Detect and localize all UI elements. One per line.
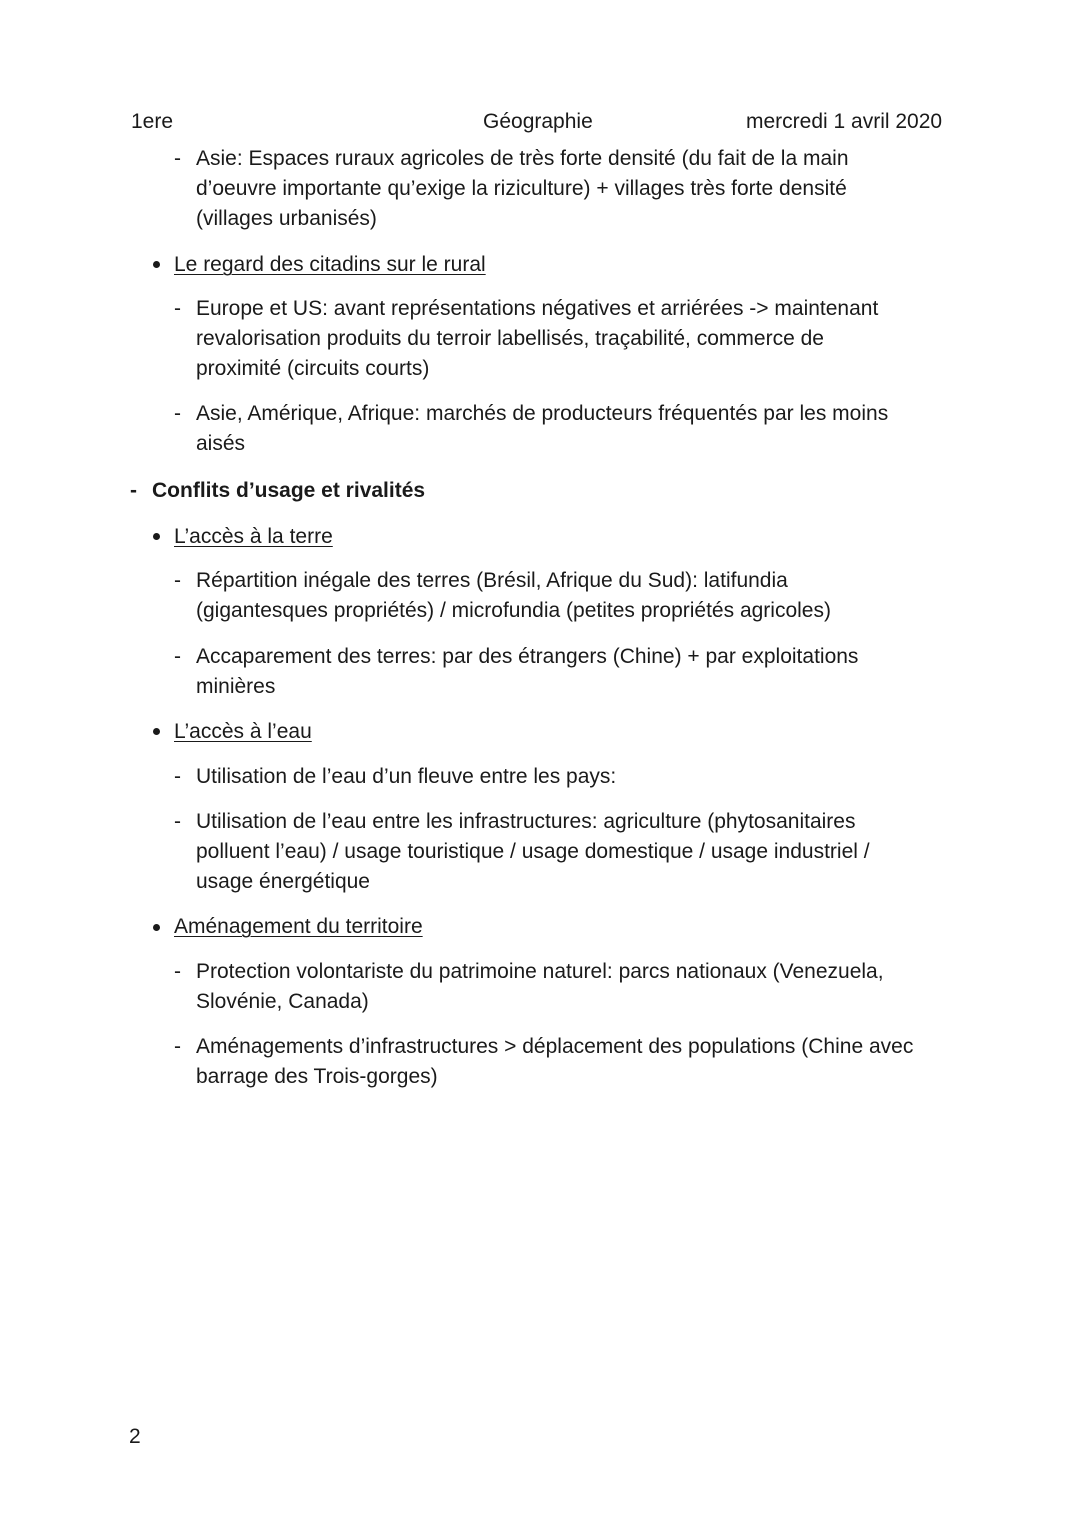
list-item-line: d’oeuvre importante qu’exige la riziculture) + villages très forte densité [196,177,847,200]
dash-marker: - [174,569,181,592]
bullet-icon [153,261,160,268]
list-item-line: polluent l’eau) / usage touristique / usage domestique / usage industriel / [196,840,870,863]
dash-marker: - [130,479,137,502]
header-level: 1ere [131,110,174,133]
bullet-icon [153,924,160,931]
section-heading-conflits: Conflits d’usage et rivalités [152,479,426,502]
dash-marker: - [174,1035,181,1058]
list-item-line: Répartition inégale des terres (Brésil, Afrique du Sud): latifundia [196,569,788,592]
list-item-line: revalorisation produits du terroir labellisés, traçabilité, commerce de [196,327,824,350]
subheading-eau: L’accès à l’eau [174,720,312,743]
header-subject: Géographie [483,110,593,133]
dash-marker: - [174,402,181,425]
list-item-line: Slovénie, Canada) [196,990,369,1013]
list-item-line: Utilisation de l’eau d’un fleuve entre les pays: [196,765,617,788]
list-item-line: Accaparement des terres: par des étrangers (Chine) + par exploitations [196,645,859,668]
list-item-line: Aménagements d’infrastructures > déplacement des populations (Chine avec [196,1035,914,1058]
list-item-line: proximité (circuits courts) [196,357,430,380]
subheading-terre: L’accès à la terre [174,525,333,548]
dash-marker: - [174,960,181,983]
list-item-line: Protection volontariste du patrimoine naturel: parcs nationaux (Venezuela, [196,960,884,983]
subheading-regard: Le regard des citadins sur le rural [174,253,486,276]
dash-marker: - [174,297,181,320]
list-item-line: Asie: Espaces ruraux agricoles de très forte densité (du fait de la main [196,147,849,170]
list-item-line: Utilisation de l’eau entre les infrastructures: agriculture (phytosanitaires [196,810,856,833]
bullet-icon [153,728,160,735]
list-item-line: usage énergétique [196,870,370,893]
dash-marker: - [174,645,181,668]
list-item-line: aisés [196,432,246,455]
dash-marker: - [174,147,181,170]
page-number: 2 [129,1425,141,1448]
list-item-line: Asie, Amérique, Afrique: marchés de producteurs fréquentés par les moins [196,402,889,425]
list-item-line: minières [196,675,276,698]
header-date: mercredi 1 avril 2020 [746,110,943,133]
list-item-line: (villages urbanisés) [196,207,377,230]
list-item-line: (gigantesques propriétés) / microfundia (petites propriétés agricoles) [196,599,831,622]
dash-marker: - [174,765,181,788]
subheading-amenagement: Aménagement du territoire [174,915,423,938]
list-item-line: barrage des Trois-gorges) [196,1065,438,1088]
dash-marker: - [174,810,181,833]
bullet-icon [153,533,160,540]
list-item-line: Europe et US: avant représentations négatives et arriérées -> maintenant [196,297,879,320]
